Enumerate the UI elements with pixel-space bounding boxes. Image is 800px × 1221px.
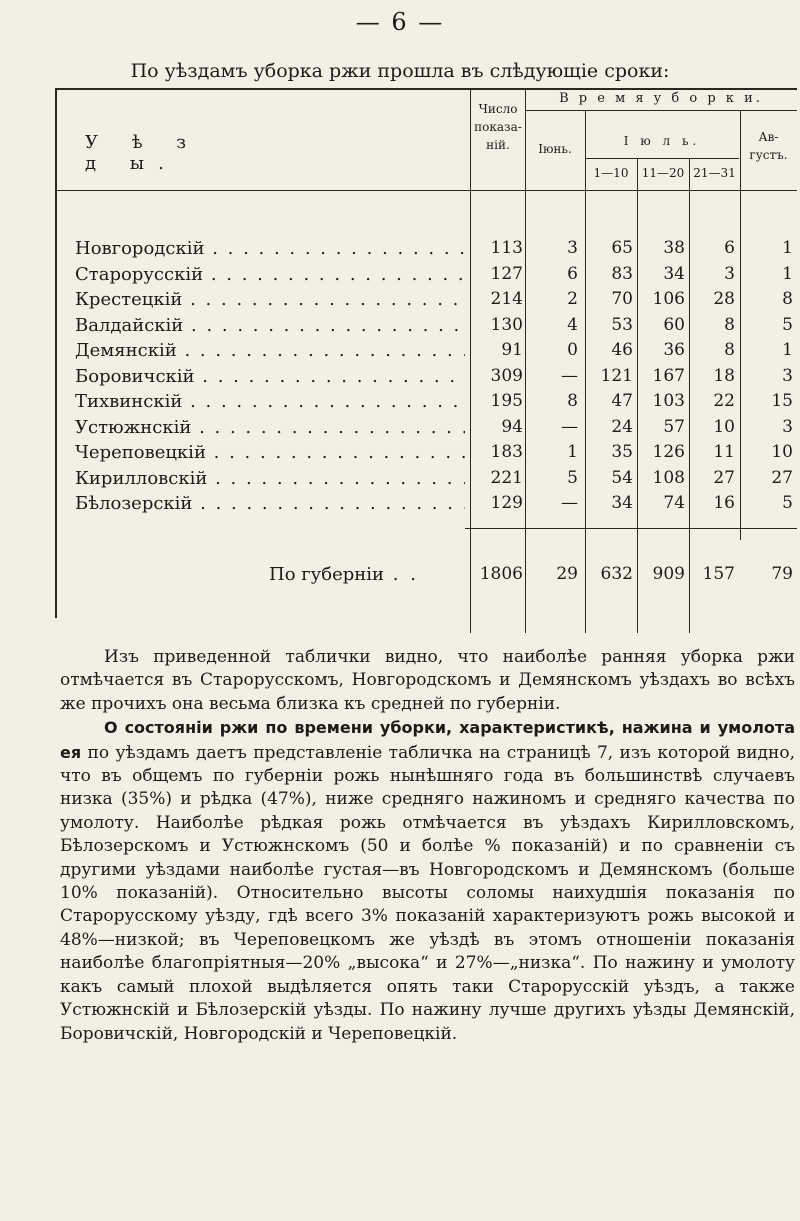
cell-july-2: 57: [663, 416, 685, 437]
total-row: [55, 564, 797, 586]
cell-july-1: 70: [611, 289, 633, 309]
cell-july-3: 8: [724, 314, 735, 335]
cell-august: 3: [782, 365, 793, 386]
cell-count: 113: [490, 238, 523, 258]
cell-july-1: 53: [611, 314, 633, 335]
cell-july-2: 126: [652, 442, 685, 462]
county-name: Тихвинскій . . .: [75, 391, 465, 412]
table-row: [55, 442, 797, 464]
cell-count: 129: [490, 493, 523, 513]
cell-june: 5: [567, 467, 578, 488]
cell-july-3: 3: [724, 263, 735, 284]
body-text: [60, 646, 795, 1046]
header-period: В р е м я у б о р к и.: [559, 91, 763, 106]
total-july-1: 632: [600, 564, 633, 584]
header-count-line: ній.: [486, 138, 510, 152]
table-row: [55, 417, 797, 439]
county-name: Старорусскій . . .: [75, 264, 465, 285]
cell-june: —: [561, 416, 578, 437]
total-july-3: 157: [702, 564, 735, 584]
cell-june: 1: [567, 442, 578, 462]
cell-august: 5: [782, 314, 793, 335]
header-county: У ѣ з д ы.: [85, 132, 201, 174]
cell-july-2: 103: [652, 391, 685, 411]
header-august-line: густъ.: [749, 148, 788, 162]
cell-july-2: 34: [663, 263, 685, 284]
total-august: 79: [771, 564, 793, 584]
county-name: Валдайскій . . .: [75, 315, 465, 336]
total-label: По губерніи . .: [269, 564, 419, 585]
cell-july-3: 27: [713, 467, 735, 488]
cell-august: 1: [782, 263, 793, 284]
cell-july-2: 167: [652, 365, 685, 386]
cell-july-2: 60: [663, 314, 685, 335]
cell-july-1: 121: [600, 365, 633, 386]
table-row: [55, 468, 797, 490]
cell-august: 3: [782, 416, 793, 437]
county-name: Боровичскій . . .: [75, 366, 465, 387]
table-row: [55, 315, 797, 337]
cell-july-1: 34: [611, 493, 633, 513]
cell-july-3: 8: [724, 340, 735, 360]
table-row: [55, 340, 797, 362]
table-row: [55, 366, 797, 388]
cell-july-3: 22: [713, 391, 735, 411]
cell-count: 221: [490, 467, 523, 488]
total-count: 1806: [479, 564, 523, 584]
cell-june: —: [561, 365, 578, 386]
cell-july-3: 28: [713, 289, 735, 309]
table-row: [55, 289, 797, 311]
paragraph-2-lead: О состояніи ржи по времени уборки, характеристикѣ, нажина и умолота ея: [60, 718, 795, 762]
table-row: [55, 238, 797, 260]
cell-june: 6: [567, 263, 578, 284]
cell-august: 8: [782, 289, 793, 309]
cell-count: 309: [490, 365, 523, 386]
header-july-1-10: 1—10: [593, 166, 629, 180]
total-top-rule: [465, 528, 797, 529]
header-bottom-rule: [55, 190, 797, 191]
cell-july-3: 10: [713, 416, 735, 437]
cell-june: 2: [567, 289, 578, 309]
header-july-11-20: 11—20: [641, 166, 685, 180]
paragraph-2-text: по уѣздамъ даетъ представленіе табличка на страницѣ 7, изъ которой видно, что въ общемъ по губерніи рожь нынѣшняго года въ большинствѣ случаевъ низка (35%) и рѣдка (47%), ниже средняго нажиномъ и средняго качества по умолоту. Наиболѣе рѣдкая рожь отмѣчается въ уѣздахъ Кирилловскомъ, Бѣлозерскомъ и Устюжнскомъ (50 и болѣе % показаній) и по сравненіи съ другими уѣздами наиболѣе густая—въ Новгородскомъ и Демянскомъ (больше 10% показаній). Относительно высоты соломы наихудшія показанія по Старорусскому уѣзду, гдѣ всего 3% показаній характеризуютъ рожь высокой и 48%—низкой; въ Череповецкомъ же уѣздѣ въ этомъ отношеніи показанія наиболѣе благопріятныя—20% „высока“ и 27%—„низка“. По нажину и умолоту какъ самый плохой выдѣляется опять таки Старорусскій уѣздъ, а также Устюжнскій и Бѣлозерскій уѣзды. По нажину лучше другихъ уѣзды Демянскій, Боровичскій, Новгородскій и Череповецкій.: [60, 742, 795, 1044]
county-name: Демянскій . . .: [75, 340, 465, 361]
county-name: Новгородскій . . .: [75, 238, 465, 259]
header-july: І ю л ь.: [623, 134, 701, 148]
cell-june: 4: [567, 314, 578, 335]
paragraph-1: Изъ приведенной таблички видно, что наиболѣе ранняя уборка ржи отмѣчается въ Старорусскомъ, Новгородскомъ и Демянскомъ уѣздахъ во всѣхъ же прочихъ она весьма близка къ средней по губерніи.: [60, 647, 795, 714]
cell-july-2: 108: [652, 467, 685, 488]
cell-july-3: 11: [713, 442, 735, 462]
harvest-table: [55, 88, 797, 633]
cell-july-2: 106: [652, 289, 685, 309]
table-row: [55, 391, 797, 413]
cell-june: 8: [567, 391, 578, 411]
table-row: [55, 264, 797, 286]
cell-count: 195: [490, 391, 523, 411]
cell-june: —: [561, 493, 578, 513]
cell-july-2: 38: [663, 238, 685, 258]
header-august-line: Ав-: [758, 130, 779, 144]
cell-july-1: 54: [611, 467, 633, 488]
header-count-line: показа-: [474, 120, 522, 134]
county-name: Кирилловскій . . .: [75, 468, 465, 489]
cell-july-2: 74: [663, 493, 685, 513]
county-name: Крестецкій . . .: [75, 289, 465, 310]
total-june: 29: [556, 564, 578, 584]
paragraph-2: [60, 716, 795, 1046]
table-row: [55, 493, 797, 515]
cell-july-1: 24: [611, 416, 633, 437]
cell-count: 130: [490, 314, 523, 335]
county-name: Череповецкій . . .: [75, 442, 465, 463]
july-rule: [585, 158, 739, 159]
cell-july-1: 65: [611, 238, 633, 258]
cell-july-3: 18: [713, 365, 735, 386]
cell-count: 127: [490, 263, 523, 284]
cell-august: 10: [771, 442, 793, 462]
cell-august: 1: [782, 340, 793, 360]
period-rule: [525, 110, 797, 111]
header-august: [740, 128, 797, 164]
cell-july-1: 35: [611, 442, 633, 462]
cell-count: 214: [490, 289, 523, 309]
county-name: Устюжнскій . . .: [75, 417, 465, 438]
cell-june: 3: [567, 238, 578, 258]
cell-july-3: 16: [713, 493, 735, 513]
cell-august: 27: [771, 467, 793, 488]
header-count: [471, 100, 525, 154]
table-intro: По уѣздамъ уборка ржи прошла въ слѣдующіе сроки:: [130, 60, 670, 82]
county-name: Бѣлозерскій . . .: [75, 493, 465, 514]
header-june: Іюнь.: [538, 142, 572, 156]
cell-august: 5: [782, 493, 793, 513]
total-july-2: 909: [652, 564, 685, 584]
cell-july-1: 47: [611, 391, 633, 411]
cell-june: 0: [567, 340, 578, 360]
cell-july-1: 83: [611, 263, 633, 284]
header-count-line: Число: [478, 102, 518, 116]
cell-august: 1: [782, 238, 793, 258]
header-july-21-31: 21—31: [693, 166, 736, 180]
cell-july-3: 6: [724, 238, 735, 258]
cell-july-2: 36: [663, 340, 685, 360]
cell-count: 183: [490, 442, 523, 462]
cell-august: 15: [771, 391, 793, 411]
cell-july-1: 46: [611, 340, 633, 360]
page-number: — 6 —: [355, 8, 445, 36]
cell-count: 91: [501, 340, 523, 360]
cell-count: 94: [501, 416, 523, 437]
